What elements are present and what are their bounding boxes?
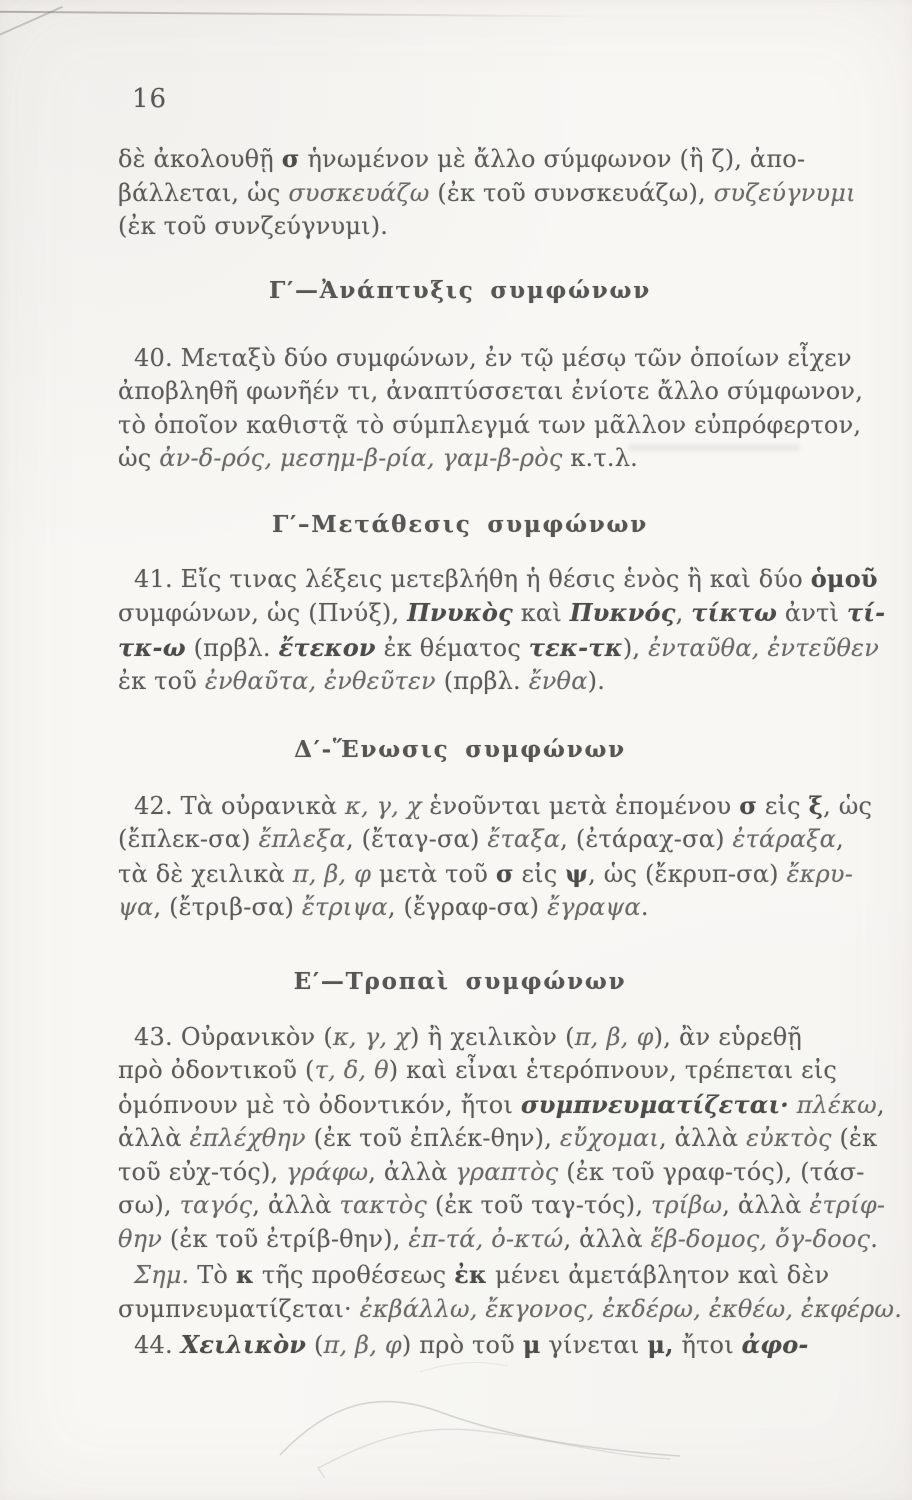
text-run: ἐκ θέματος (375, 633, 529, 662)
text-run: εὔχομαι (559, 1124, 659, 1152)
text-run: τρίβω (651, 1191, 723, 1219)
text-line (118, 665, 802, 699)
text-run: σ (495, 858, 514, 888)
text-run: Χειλικὸν (180, 1330, 307, 1359)
text-run: , ὡς (ἔκρυπ-σα) (588, 859, 787, 888)
text-run: π, β, φ (574, 1022, 654, 1051)
text-run: τακτὸς (339, 1191, 428, 1219)
text-run: τοῦ εὐχ-τός), (118, 1157, 287, 1186)
paragraph-44 (118, 1328, 809, 1363)
text-run: ἐπλέχθην (189, 1124, 306, 1152)
text-run: μ, (647, 1330, 674, 1359)
text-run: τίκτω (691, 598, 777, 627)
text-run: γράφω (286, 1157, 369, 1186)
text-run: ἐνθαῦτα, ἐνθεῦτεν (204, 667, 436, 695)
text-run: γραπτὸς (455, 1157, 559, 1186)
text-run: 44. (134, 1331, 181, 1359)
text-run: . (640, 893, 649, 921)
text-line (118, 1223, 879, 1257)
text-run: ἐκ (454, 1260, 488, 1289)
text-run: ), ἂν εὑρεθῇ (653, 1022, 803, 1051)
paragraph-42 (118, 789, 873, 925)
text-run: ἔκρυ- (786, 859, 854, 888)
text-line (118, 142, 806, 177)
text-run: σω), (118, 1191, 180, 1219)
text-run: ταγός (179, 1191, 253, 1219)
text-line (118, 1293, 903, 1327)
text-run: (πρβλ. (435, 667, 529, 695)
text-run: , (876, 1090, 885, 1119)
text-run: 43. Οὐρανικὸν ( (134, 1022, 333, 1051)
text-run: ἀν-δ-ρός, μεσημ-β-ρία, γαμ-β-ρὸς (159, 444, 563, 472)
text-run: , (ἐτάραχ-σα) (560, 825, 733, 853)
text-run: 40. Μεταξὺ δύο συμφώνων, ἐν τῷ μέσῳ τῶν ὁποίων εἶχεν (134, 343, 852, 372)
text-run: μετὰ τοῦ (371, 859, 496, 888)
paragraph-continuation (118, 142, 856, 244)
text-run: τεκ-τκ (528, 632, 623, 662)
text-run: , ἀλλὰ (368, 1157, 456, 1186)
text-run: Πυκνός (569, 598, 676, 627)
text-run: πρὸ ὀδοντικοῦ ( (118, 1056, 315, 1084)
text-run: μ (522, 1330, 541, 1359)
text-run: (ἐκ τοῦ ἐπλέκ-θην), (305, 1124, 560, 1152)
text-run: . (870, 1224, 879, 1253)
text-run: εὐκτὸς (746, 1124, 832, 1152)
text-run: ἤτοι (673, 1331, 742, 1359)
text-line (118, 891, 802, 925)
scan-pencil-curves (240, 1360, 720, 1500)
text-run: συμπνευματίζεται· (520, 1089, 789, 1119)
text-line (118, 442, 802, 476)
text-run: συζεύγνυμι (713, 178, 856, 207)
text-run: , (ἔγραφ-σα) (387, 893, 548, 921)
text-run: , ὡς (823, 791, 873, 820)
text-run: (ἔπλεκ-σα) (118, 825, 259, 853)
text-line (118, 1156, 865, 1190)
text-run: γίνεται (540, 1331, 648, 1359)
text-run: π, β, φ (323, 1331, 402, 1359)
text-run: ἔτεκον (278, 632, 376, 662)
text-run: ἔπλεξα (258, 825, 346, 853)
text-run: συσκευάζω (288, 178, 430, 207)
text-line (118, 177, 856, 211)
text-run: , (ἔταγ-σα) (345, 825, 488, 853)
text-run: κ, γ, χ (345, 791, 422, 820)
text-run: 41. Εἴς τινας λέξεις μετεβλήθη ἡ θέσις ἑνὸς ἢ καὶ δύο (134, 564, 811, 593)
paragraph-43 (118, 1021, 886, 1257)
text-run: , ἀλλὰ (252, 1191, 340, 1219)
section-heading-metathesis: Γ′–Μετάθεσις συμφώνων (271, 510, 648, 538)
text-run: σ (739, 790, 758, 820)
text-run: καὶ (512, 599, 570, 627)
text-line (118, 596, 886, 631)
text-run: ἕβ-δομος, ὄγ-δοος (650, 1224, 871, 1253)
paragraph-note (118, 1258, 903, 1326)
text-run: (ἐκ (831, 1124, 878, 1152)
text-run: ἐτάραξα (732, 825, 837, 853)
text-run: τὸ ὁποῖον καθιστᾷ τὸ σύμπλεγμά των μᾶλλον εὐπρόφερτον, (118, 410, 862, 439)
text-run: , ἀλλὰ (563, 1224, 651, 1253)
text-run: (ἐκ τοῦ ἐτρίβ-θην), (162, 1224, 409, 1253)
text-run: ἑπ-τά, ὀ-κτώ (408, 1224, 564, 1253)
text-run: ἔγραψα (547, 893, 641, 921)
text-line (118, 1258, 830, 1293)
text-run: ἔταξα (487, 825, 561, 853)
text-run: (ἐκ τοῦ συνσκευάζω), (429, 178, 714, 207)
text-run: ψ (565, 858, 589, 888)
paragraph-40 (118, 342, 864, 476)
text-run: κ.τ.λ. (562, 444, 638, 472)
text-run: ) πρὸ τοῦ (401, 1331, 523, 1359)
scan-edge-line (0, 11, 594, 18)
text-run: βάλλεται, ὡς (118, 178, 289, 207)
text-line (118, 1189, 886, 1223)
section-heading-anaptyxis: Γ′—Ἀνάπτυξις συμφώνων (268, 276, 651, 304)
text-run: ὁμόπνουν μὲ τὸ ὀδοντικόν, ἤτοι (118, 1090, 521, 1119)
text-run: ὁμοῦ (810, 563, 878, 593)
text-run: ) ἢ χειλικὸν ( (410, 1022, 575, 1051)
text-run: κ (235, 1260, 255, 1289)
text-run: εἰς (757, 791, 809, 820)
text-run: , (675, 599, 692, 627)
text-run: , (836, 825, 844, 853)
text-run: ἐνταῦθα, ἐντεῦθεν (648, 633, 880, 662)
text-run: , (ἔτριβ-σα) (153, 893, 302, 921)
text-run: ἀφο- (741, 1330, 809, 1359)
text-run: ἡνωμένον μὲ ἄλλο σύμφωνον (ἢ ζ), ἀπο- (299, 145, 806, 173)
text-line (118, 409, 862, 443)
text-line (118, 1122, 878, 1156)
text-run: 42. Τὰ οὐρανικὰ (134, 791, 346, 820)
text-run: ), (622, 633, 649, 662)
text-run: ἀποβληθῆ φωνῆέν τι, ἀναπτύσσεται ἐνίοτε ἄλλο σύμφωνον, (118, 377, 864, 405)
text-line (118, 375, 864, 409)
text-run: μένει ἀμετάβλητον καὶ δὲν (487, 1261, 830, 1289)
text-run: ἐκ τοῦ (118, 667, 205, 695)
text-line (118, 1021, 802, 1055)
text-run: συμφώνων, ὡς (Πνύξ), (118, 599, 408, 627)
text-run: εἰς (513, 859, 566, 888)
text-run: Σημ. (134, 1261, 190, 1289)
text-run: ἐκβάλλω, ἔκγονος, ἐκδέρω, ἐκθέω, ἐκφέρω. (359, 1294, 903, 1323)
text-run: π, β, φ (292, 859, 372, 888)
text-run: ( (306, 1331, 324, 1359)
text-run: ). (587, 667, 606, 695)
text-run: (ἐκ τοῦ ταγ-τός), (427, 1191, 651, 1219)
text-line (118, 210, 802, 244)
text-line (118, 857, 854, 892)
text-run: Τὸ (189, 1261, 236, 1289)
text-run: (πρβλ. (185, 633, 279, 662)
text-run: τί- (846, 598, 886, 627)
text-run: ἐτρίφ- (809, 1191, 886, 1219)
text-run: ἔτριψα (301, 893, 388, 921)
text-run: κ, γ, χ (332, 1022, 411, 1051)
paragraph-41 (118, 562, 886, 699)
text-line (118, 342, 852, 376)
text-run: , ἀλλὰ (722, 1191, 810, 1219)
text-run: τ, δ, θ (314, 1056, 389, 1084)
text-run: τκ-ω (118, 632, 186, 662)
text-run: ) καὶ εἶναι ἑτερόπνουν, τρέπεται εἰς (388, 1056, 838, 1084)
text-run (789, 1091, 797, 1119)
page-number: 16 (132, 84, 168, 114)
section-heading-tropai: Ε′—Τροπαὶ συμφώνων (293, 967, 627, 995)
text-line (118, 631, 880, 666)
text-run: (ἐκ τοῦ γραφ-τός), (τάσ- (558, 1157, 865, 1186)
text-run: πλέκω (796, 1090, 877, 1119)
text-line (118, 562, 878, 597)
text-run: ἑνοῦνται μετὰ ἑπομένου (421, 791, 740, 820)
text-run: ὡς (118, 444, 160, 472)
text-run: (ἐκ τοῦ συνζεύγνυμι). (118, 212, 389, 240)
text-line (118, 1088, 885, 1123)
text-line (118, 823, 844, 857)
text-line (118, 1054, 838, 1088)
text-run: Πνυκὸς (407, 598, 513, 627)
text-run: ψα (118, 893, 154, 921)
text-run: θην (118, 1224, 163, 1253)
text-run: δὲ ἀκολουθῇ (118, 145, 282, 173)
text-run: , ἀλλὰ (658, 1124, 747, 1152)
text-run: τὰ δὲ χειλικὰ (118, 859, 293, 888)
text-run: ἀλλὰ (118, 1124, 190, 1152)
text-run: ἀντὶ (777, 599, 847, 627)
text-run: σ (281, 144, 300, 173)
text-run: ξ (808, 790, 824, 820)
section-heading-enosis: Δ′-Ἕνωσις συμφώνων (294, 735, 626, 763)
text-line (118, 789, 873, 824)
page-content (118, 142, 903, 1363)
text-run: τῆς προθέσεως (254, 1261, 455, 1289)
text-run: συμπνευματίζεται· (118, 1294, 360, 1323)
text-run: ἔνθα (528, 667, 588, 695)
text-line (118, 1328, 809, 1363)
